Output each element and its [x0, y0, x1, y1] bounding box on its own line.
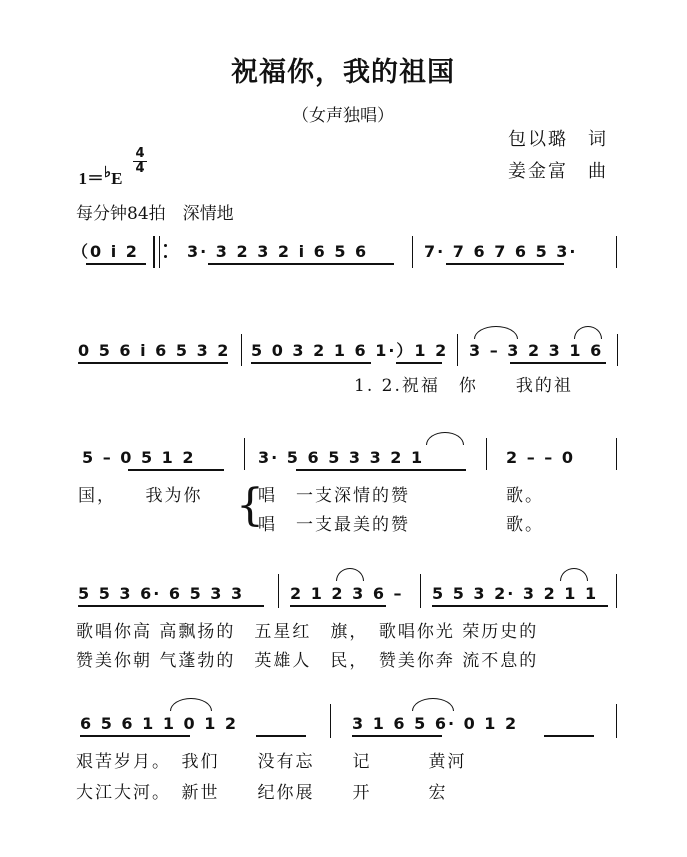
barline [617, 334, 618, 366]
slur [412, 698, 454, 711]
barline [330, 704, 331, 738]
slur [170, 698, 212, 711]
beam [256, 735, 306, 737]
beam [352, 735, 442, 737]
barline [244, 438, 245, 470]
notes-row1-m2: 3· 3 2 3 2 i 6 5 6 [187, 242, 369, 261]
beam [251, 362, 371, 364]
notes-row4-m2: 2 1 2 3 6 – [290, 584, 404, 603]
verse-brace: { [236, 480, 264, 531]
lyrics-row4-verse2: 赞美你朝 气蓬勃的 英雄人 民， 赞美你奔 流不息的 [76, 651, 539, 671]
tempo-marking: 每分钟84拍 深情地 [76, 204, 234, 224]
key-note: E [111, 169, 123, 188]
barline [420, 574, 421, 608]
notes-row4-m3: 5 5 3 2· 3 2 1 1 [432, 584, 599, 603]
beam [510, 362, 606, 364]
beam [296, 469, 466, 471]
notes-row5-m2: 3 1 6 5 6· 0 1 2 [352, 714, 519, 733]
repeat-dot [164, 255, 167, 258]
notes-row4-m1: 5 5 3 6· 6 5 3 3 [78, 584, 245, 603]
barline [616, 438, 617, 470]
barline [616, 704, 617, 738]
lyrics-row3-verse2-b: 唱 一支最美的赞 [258, 515, 410, 535]
key-signature [70, 153, 122, 188]
beam [78, 362, 228, 364]
lyrics-row5-verse1: 艰苦岁月。 我们 没有忘 记 黄河 [76, 752, 467, 772]
slur [336, 568, 364, 581]
lyricist-credit: 包以璐 词 [508, 129, 608, 150]
lyrics-row3-verse1-b: 唱 一支深情的赞 [258, 486, 410, 506]
flat-symbol: ♭ [104, 165, 112, 181]
beam [544, 735, 594, 737]
composer-credit: 姜金富 曲 [508, 161, 608, 182]
lyrics-row3-verse1-c: 歌。 [506, 486, 544, 506]
repeat-barline-thin [159, 236, 160, 268]
beam [80, 735, 190, 737]
notes-row3-m1: 5 – 0 5 1 2 [82, 448, 196, 467]
lyrics-row3-verse2-c: 歌。 [506, 515, 544, 535]
lyrics-row2-verse1: 1. 2.祝福 你 我的祖 [354, 376, 573, 396]
notes-row3-m3: 2 – – 0 [506, 448, 575, 467]
subtitle: （女声独唱） [292, 106, 394, 126]
slur [560, 568, 588, 581]
lyrics-row5-verse2: 大江大河。 新世 纪你展 开 宏 [76, 783, 448, 803]
notes-row3-m2: 3· 5 6 5 3 3 2 1 [258, 448, 425, 467]
beam [208, 263, 394, 265]
slur [426, 432, 464, 445]
notes-row2-m2: 5 0 3 2 1 6 1·）1 2 [251, 341, 449, 360]
key-prefix: 1＝ [78, 169, 104, 188]
barline [412, 236, 413, 268]
repeat-dot [164, 244, 167, 247]
lyrics-row3-verse1-a: 国， 我为你 [78, 486, 203, 506]
beam [446, 263, 564, 265]
beam [86, 263, 146, 265]
slur [474, 326, 518, 339]
song-title: 祝福你，我的祖国 [231, 57, 455, 88]
barline [616, 574, 617, 608]
barline [457, 334, 458, 366]
notes-row2-m1: 0 5 6 i 6 5 3 2 [78, 341, 231, 360]
beam [128, 469, 224, 471]
notes-row5-m1: 6 5 6 1 1 0 1 2 [80, 714, 239, 733]
repeat-barline [153, 236, 155, 268]
barline [278, 574, 279, 608]
lyrics-row4-verse1: 歌唱你高 高飘扬的 五星红 旗， 歌唱你光 荣历史的 [76, 622, 539, 642]
time-signature [133, 148, 147, 175]
notes-row2-m3: 3 – 3 2 3 1 6 [469, 341, 604, 360]
notes-row1-m3: 7· 7 6 7 6 5 3· [424, 242, 578, 261]
barline [616, 236, 617, 268]
beam [78, 605, 264, 607]
time-top: 4 [135, 146, 145, 161]
time-bottom: 4 [135, 161, 145, 176]
beam [290, 605, 386, 607]
beam [396, 362, 442, 364]
slur [574, 326, 602, 339]
notes-row1-m1: （0 i 2 [72, 242, 139, 261]
beam [432, 605, 608, 607]
barline [241, 334, 242, 366]
barline [486, 438, 487, 470]
